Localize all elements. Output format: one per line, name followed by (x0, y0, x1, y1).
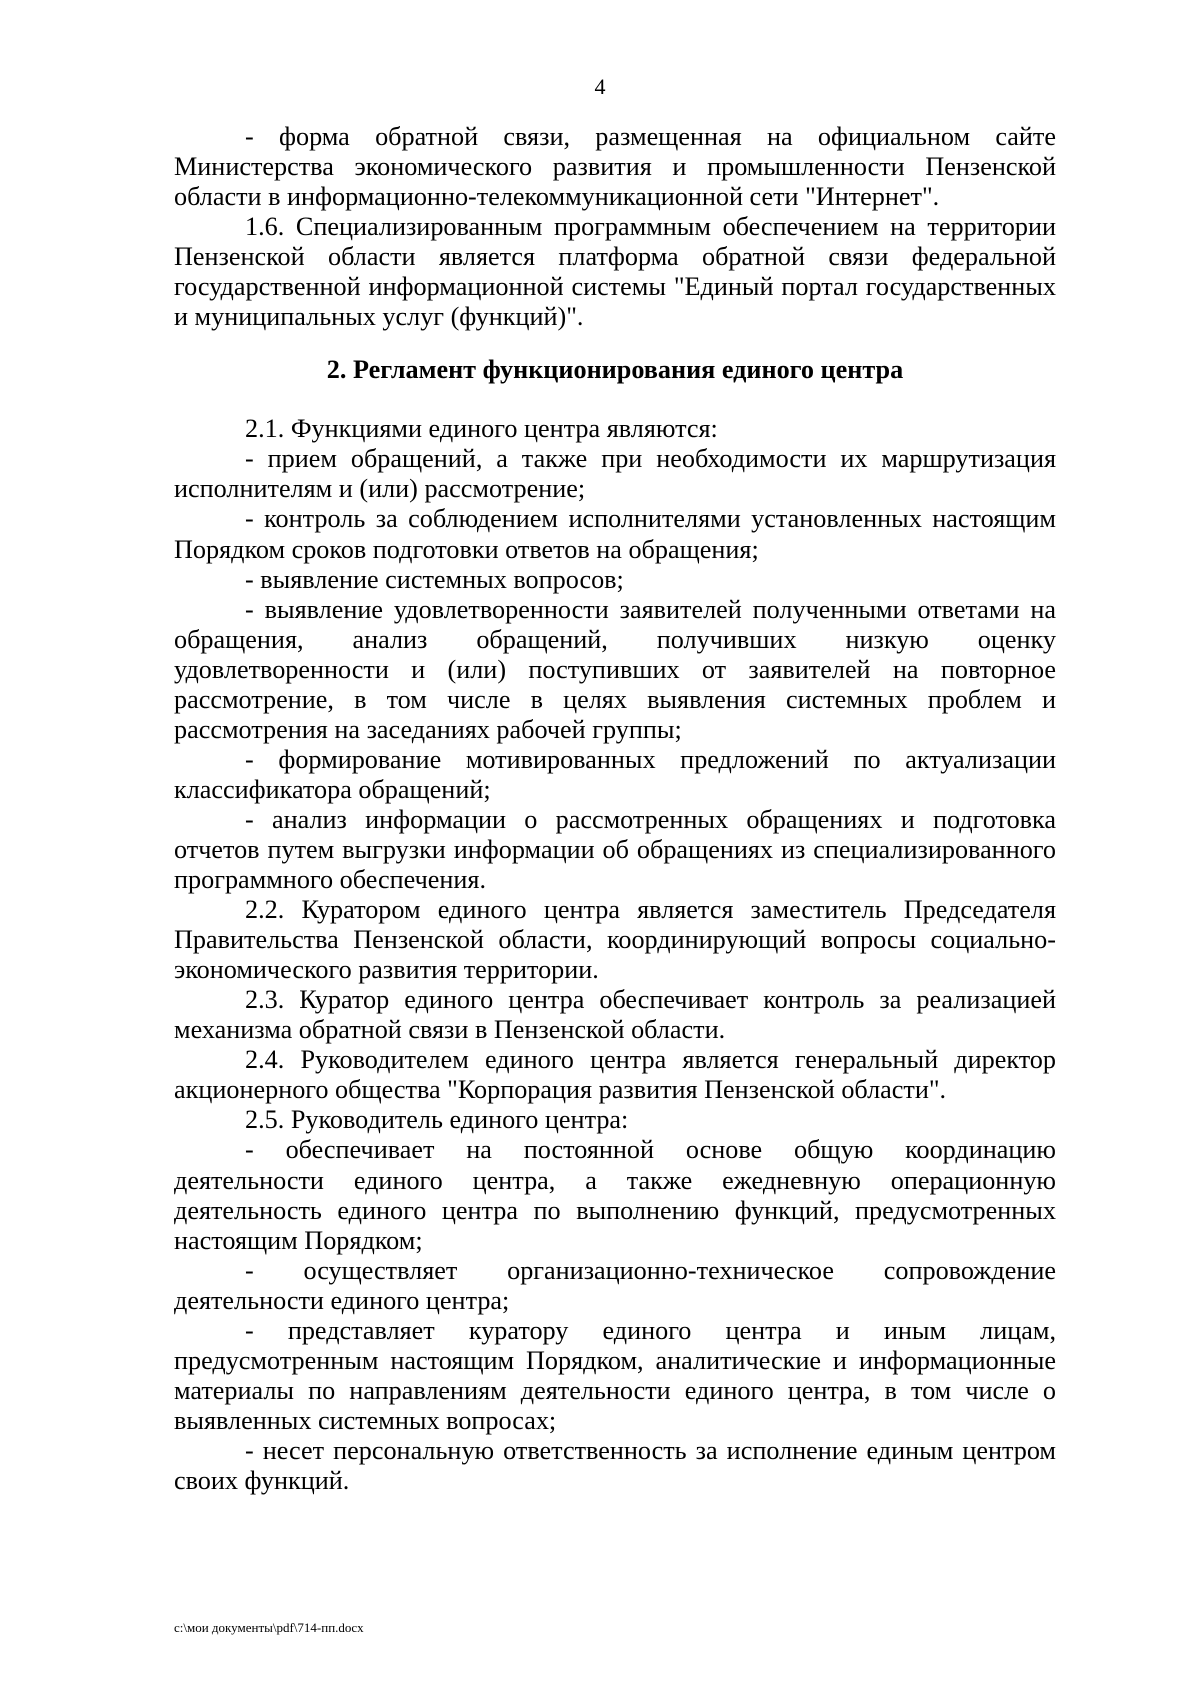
document-body (174, 122, 1056, 1496)
paragraph: - представляет куратору единого центра и иным лицам, предусмотренным настоящим Порядком, аналитические и информационные материалы по направлениям деятельности единого центра, в том числе о выявленных системных вопросах; (174, 1315, 1056, 1435)
paragraph: 1.6. Специализированным программным обеспечением на территории Пензенской области является платформа обратной связи федеральной государственной информационной системы "Единый портал государственных и муниципальных услуг (функций)". (174, 212, 1056, 332)
paragraph: 2.4. Руководителем единого центра является генеральный директор акционерного общества "Корпорация развития Пензенской области". (174, 1045, 1056, 1105)
paragraph: 2.1. Функциями единого центра являются: (245, 414, 718, 444)
paragraph: - контроль за соблюдением исполнителями установленных настоящим Порядком сроков подготовки ответов на обращения; (174, 504, 1056, 564)
paragraph: - формирование мотивированных предложений по актуализации классификатора обращений; (174, 744, 1056, 804)
paragraph: 2.2. Куратором единого центра является заместитель Председателя Правительства Пензенской области, координирующий вопросы социально-экономического развития территории. (174, 895, 1056, 985)
paragraph: - осуществляет организационно-техническое сопровождение деятельности единого центра; (174, 1255, 1056, 1315)
paragraph: - форма обратной связи, размещенная на официальном сайте Министерства экономического развития и промышленности Пензенской области в информационно-телекоммуникационной сети "Интернет". (174, 122, 1056, 212)
paragraph: - выявление системных вопросов; (245, 564, 624, 594)
paragraph: - анализ информации о рассмотренных обращениях и подготовка отчетов путем выгрузки информации об обращениях из специализированного программного обеспечения. (174, 804, 1056, 895)
paragraph: - выявление удовлетворенности заявителей полученными ответами на обращения, анализ обращений, получивших низкую оценку удовлетворенности и (или) поступивших от заявителей на повторное рассмотрение, в том числе в целях выявления системных проблем и рассмотрения на заседаниях рабочей группы; (174, 594, 1056, 744)
paragraph: 2.5. Руководитель единого центра: (245, 1105, 629, 1135)
page-number: 4 (594, 74, 606, 99)
paragraph: - прием обращений, а также при необходимости их маршрутизация исполнителям и (или) рассмотрение; (174, 444, 1056, 504)
paragraph: - несет персональную ответственность за исполнение единым центром своих функций. (174, 1435, 1056, 1495)
paragraph: 2.3. Куратор единого центра обеспечивает контроль за реализацией механизма обратной связи в Пензенской области. (174, 985, 1056, 1045)
section-heading: 2. Регламент функционирования единого центра (326, 355, 904, 385)
file-path-footer: c:\мои документы\pdf\714-пп.docx (174, 1620, 364, 1635)
paragraph: - обеспечивает на постоянной основе общую координацию деятельности единого центра, а также ежедневную операционную деятельность единого центра по выполнению функций, предусмотренных настоящим Порядком; (174, 1135, 1056, 1255)
